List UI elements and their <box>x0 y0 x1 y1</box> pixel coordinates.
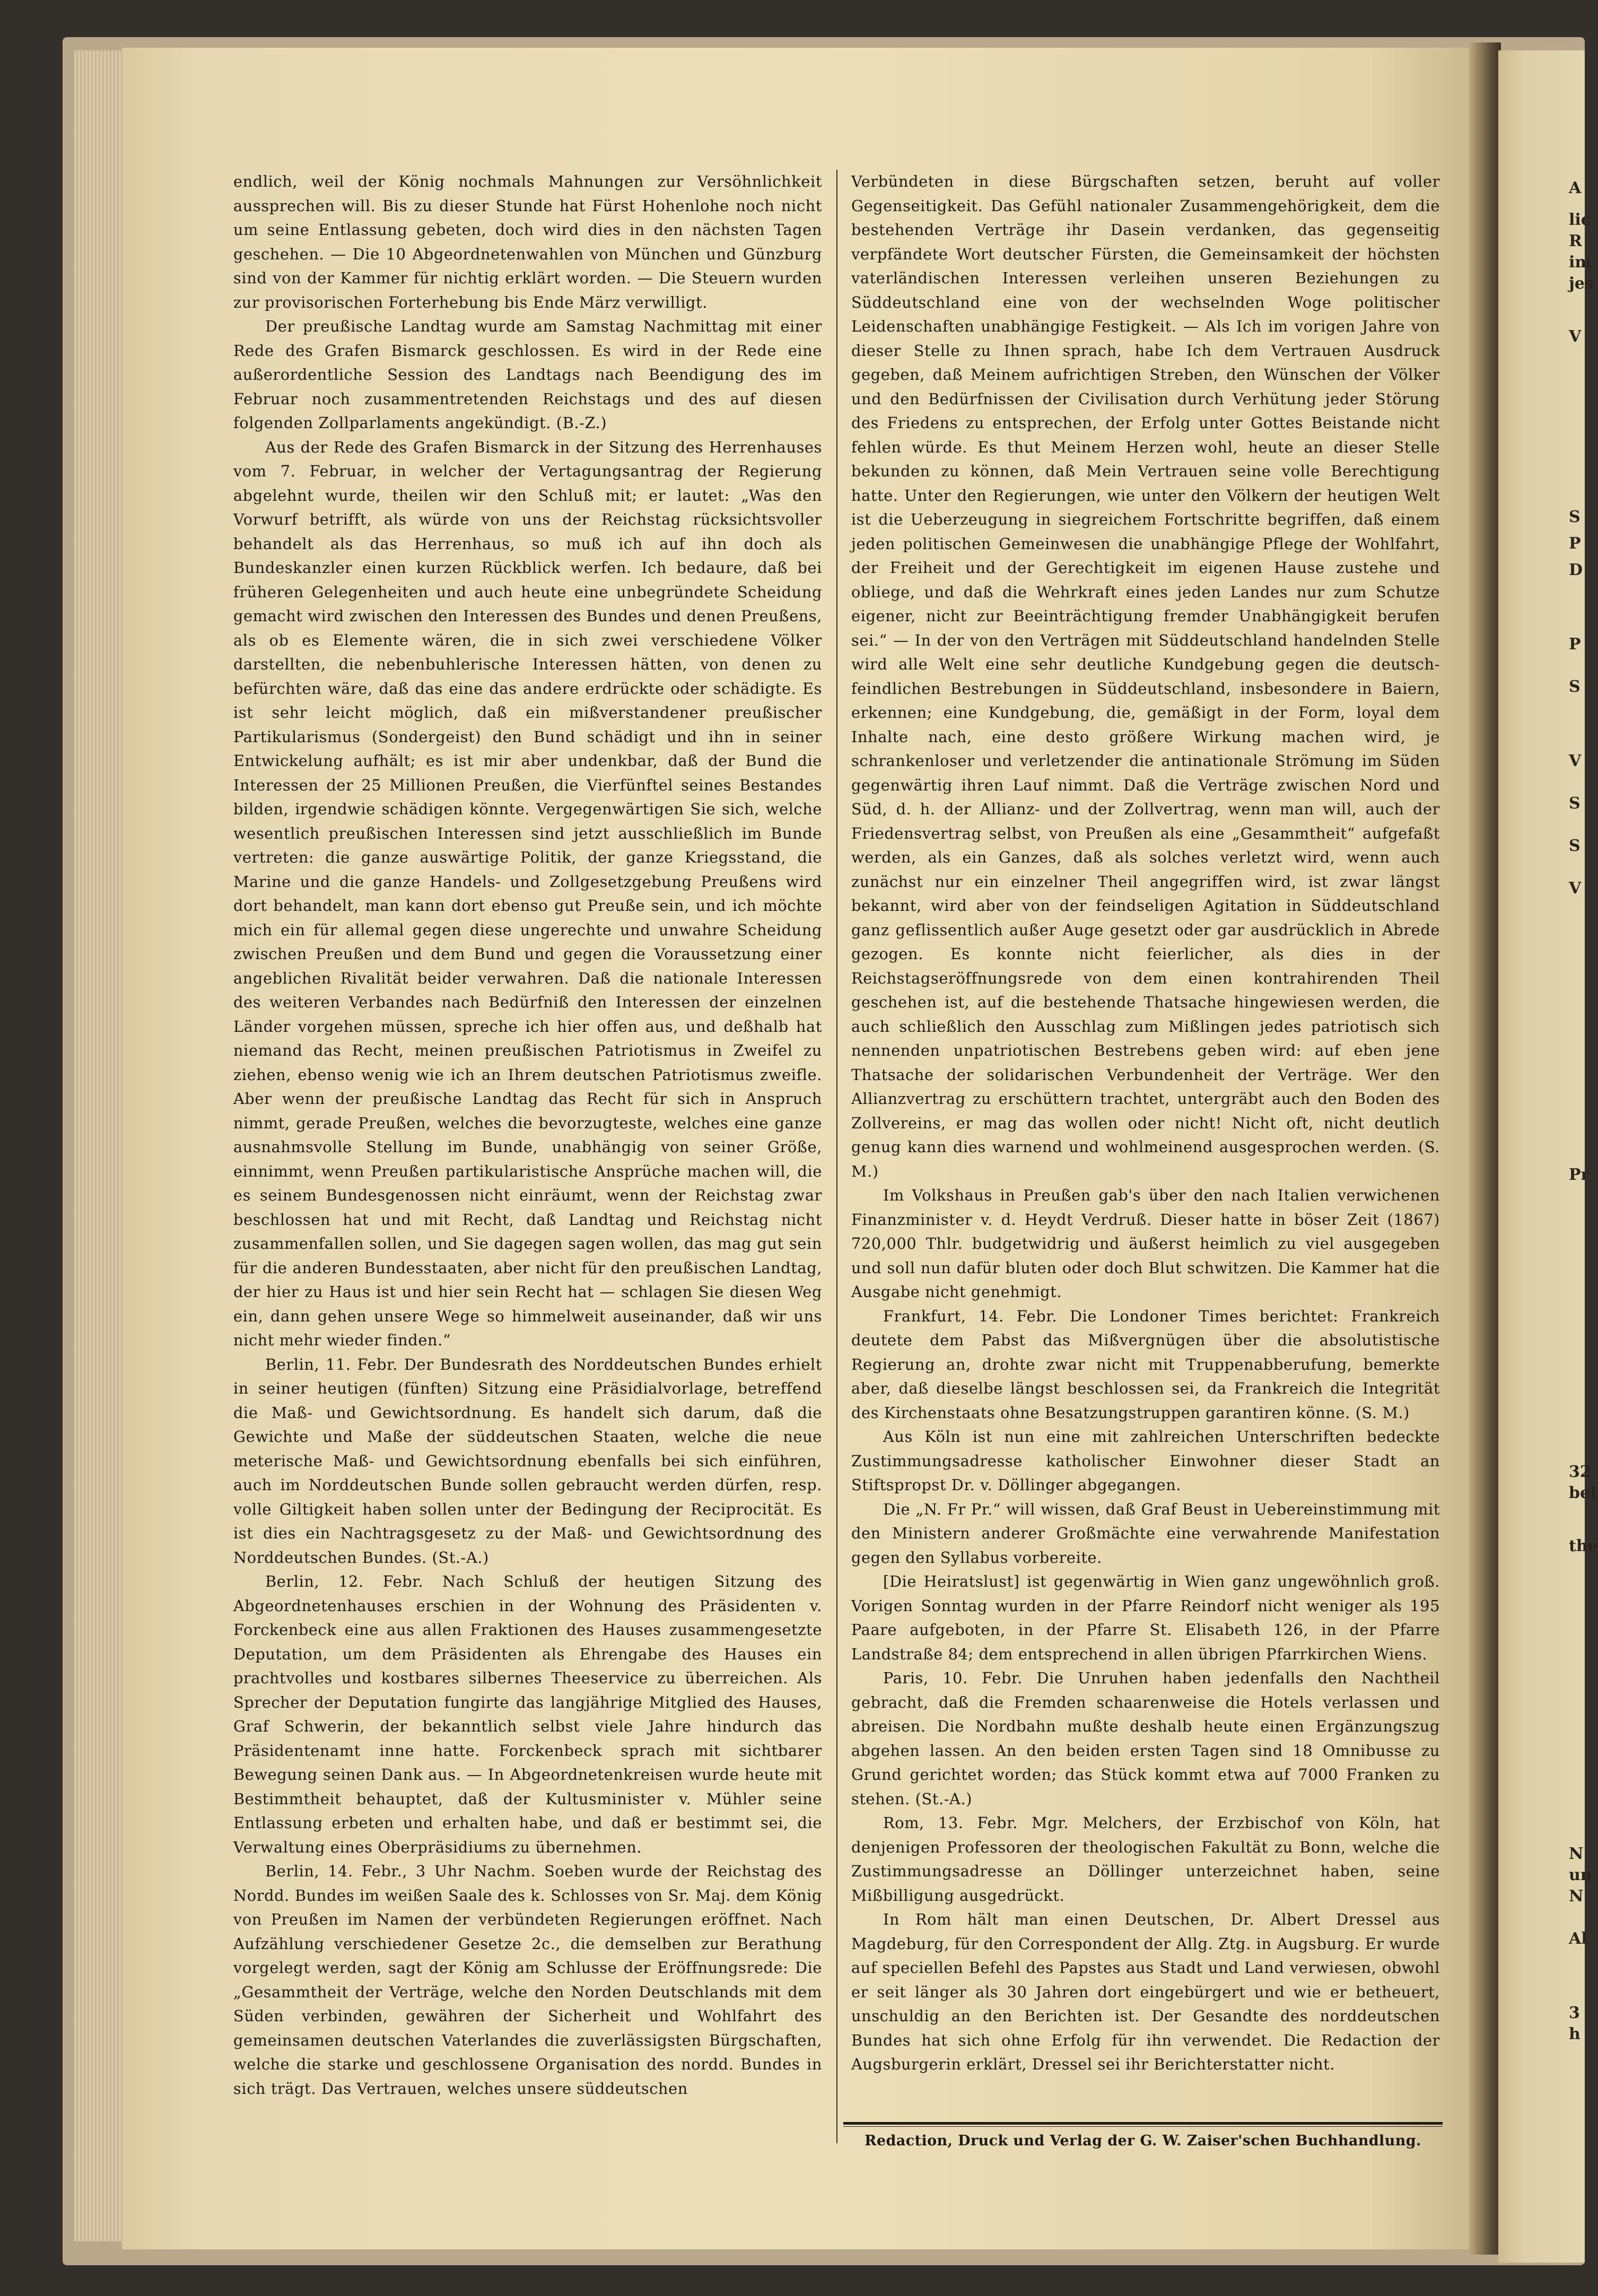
facing-page-fragment: S <box>1569 837 1580 855</box>
book-gutter <box>1469 42 1501 2255</box>
facing-page-fragment: V <box>1569 327 1582 346</box>
facing-page-fragment: 32 <box>1569 1463 1591 1481</box>
facing-page-fragment: V <box>1569 752 1582 770</box>
facing-page-fragment: 3 <box>1569 2004 1580 2022</box>
facing-page-fragment: the <box>1569 1537 1598 1555</box>
column-divider <box>836 170 837 2143</box>
article-paragraph: Berlin, 11. Febr. Der Bundesrath des Norddeutschen Bundes erhielt in seiner heutigen (fünften) Sitzung eine Präsidialvorlage, betreffend die Maß- und Gewichtsordnung. Es handelt sich darum, daß die Gewichte und Maße der süddeutschen Staaten, welche die neue meterische Maß- und Gewichtsordnung ebenfalls bei sich einführen, auch im Norddeutschen Bunde sollen gebraucht werden dürfen, resp. volle Giltigkeit haben sollen unter der Bedingung der Reciprocität. Es ist dies ein Nachtragsgesetz zu der Maß- und Gewichtsordnung des Norddeutschen Bundes. (St.-A.) <box>233 1355 822 1567</box>
facing-page-fragment: im <box>1569 253 1592 272</box>
facing-page-fragment: P <box>1569 534 1581 553</box>
article-paragraph: Frankfurt, 14. Febr. Die Londoner Times berichtet: Frankreich deutete dem Pabst das Mißvergnügen über die absolutistische Regierung an, drohte zwar nicht mit Truppenabberufung, bemerkte aber, daß dieselbe längst beschlossen sei, da Frankreich die Integrität des Kirchenstaats ohne Besatzungstruppen garantiren könne. (S. M.) <box>851 1307 1440 1422</box>
article-paragraph: Verbündeten in diese Bürgschaften setzen, beruht auf voller Gegenseitigkeit. Das Gefühl nationaler Zusammengehörigkeit, dem die bestehenden Verträge ihr Dasein verdanken, das gegenseitig verpfändete Wort deutscher Fürsten, die Gemeinsamkeit der höchsten vaterländischen Interessen verleihen unseren Beziehungen zu Süddeutschland eine von der wechselnden Woge politischer Leidenschaften unabhängige Festigkeit. — Als Ich im vorigen Jahre von dieser Stelle zu Ihnen sprach, habe Ich dem Vertrauen Ausdruck gegeben, daß Meinem aufrichtigen Streben, den Wünschen der Völker und den Bedürfnissen der Civilisation durch Verhütung jeder Störung des Friedens zu entsprechen, der Erfolg unter Gottes Beistande nicht fehlen würde. Es thut Meinem Herzen wohl, heute an dieser Stelle bekunden zu können, daß Mein Vertrauen seine volle Berechtigung hatte. Unter den Regierungen, wie unter den Völkern der heutigen Welt ist die Ueberzeugung in siegreichem Fortschritte begriffen, daß einem jeden politischen Gemeinwesen die unabhängige Pflege der Wohlfahrt, der Freiheit und der Gerechtigkeit im eigenen Hause zustehe und obliege, und daß die Wehrkraft eines jeden Landes nur zum Schutze eigener, nicht zur Beeinträchtigung fremder Unabhängigkeit berufen sei.“ — In der von den Verträgen mit Süddeutschland handelnden Stelle wird alle Welt eine sehr deutliche Kundgebung gegen die deutsch-feindlichen Bestrebungen in Süddeutschland, insbesondere in Baiern, erkennen; eine Kundgebung, die, gemäßigt in der Form, loyal dem Inhalte nach, eine desto größere Wirkung machen wird, je schrankenloser und verletzender die antinationale Strömung im Süden gegenwärtig ihren Lauf nimmt. Daß die Verträge zwischen Nord und Süd, d. h. der Allianz- und der Zollvertrag, wenn man will, auch der Friedensvertrag selbst, von Preußen als eine „Gesammtheit“ aufgefaßt werden, als ein Ganzes, daß als solches verletzt wird, wenn auch zunächst nur ein einzelner Theil angegriffen wird, ist zwar längst bekannt, wird aber von der feindseligen Agitation in Süddeutschland ganz geflissentlich außer Auge gesetzt oder gar ausdrücklich in Abrede gezogen. Es konnte nicht feierlicher, als dies in der Reichstagseröffnungsrede von dem einen kontrahirenden Theil geschehen ist, auf die bestehende Thatsache hingewiesen werden, die auch schließlich den Ausschlag zum Mißlingen jedes patriotisch sich nennenden unpatriotischen Bestrebens geben wird: auf eben jene Thatsache der solidarischen Verbundenheit der Verträge. Wer den Allianzvertrag zu erschüttern trachtet, untergräbt auch den Boden des Zollvereins, er mag das wollen oder nicht! Nicht oft, nicht deutlich genug kann dies warnend und wohlmeinend ausgesprochen werden. (S. M.) <box>851 172 1440 1180</box>
footer-rule-thin <box>843 2126 1443 2127</box>
article-paragraph: Rom, 13. Febr. Mgr. Melchers, der Erzbischof von Köln, hat denjenigen Professoren der theologischen Fakultät zu Bonn, welche die Zustimmungsadresse an Döllinger unterzeichnet haben, seine Mißbilligung ausgedrückt. <box>851 1814 1440 1904</box>
article-paragraph: In Rom hält man einen Deutschen, Dr. Albert Dressel aus Magdeburg, für den Correspondent der Allg. Ztg. in Augsburg. Er wurde auf speciellen Befehl des Papstes aus Stadt und Land verwiesen, obwohl er seit länger als 30 Jahren dort eingebürgert und wie er betheuert, unschuldig an den Berichten ist. Der Gesandte des norddeutschen Bundes hat sich ohne Erfolg für ihn verwendet. Die Redaction der Augsburgerin erklärt, Dressel sei ihr Berichterstatter nicht. <box>851 1910 1440 2073</box>
facing-page-fragment: lic <box>1569 211 1591 229</box>
article-paragraph: Im Volkshaus in Preußen gab's über den nach Italien verwichenen Finanzminister v. d. Heydt Verdruß. Dieser hatte in böser Zeit (1867) 720,000 Thlr. budgetwidrig und äußerst heimlich zu viel ausgegeben und soll nun dafür bluten oder doch Blut schwitzen. Die Kammer hat die Ausgabe nicht genehmigt. <box>851 1186 1440 1301</box>
article-paragraph: Aus der Rede des Grafen Bismarck in der Sitzung des Herrenhauses vom 7. Februar, in welcher der Vertagungsantrag der Regierung abgelehnt wurde, theilen wir den Schluß mit; er lautet: „Was den Vorwurf betrifft, als würde von uns der Reichstag rücksichtsvoller behandelt als das Herrenhaus, so muß ich auf ihn doch als Bundeskanzler einen kurzen Rückblick werfen. Ich bedaure, daß bei früheren Gelegenheiten und auch heute eine unbegründete Scheidung gemacht wird zwischen den Interessen des Bundes und denen Preußens, als ob es Elemente wären, die in sich zwei verschiedene Völker darstellten, die nebenbuhlerische Interessen hätten, von denen zu befürchten wäre, daß das eine das andere erdrückte oder schädigte. Es ist sehr leicht möglich, daß ein mißverstandener preußischer Partikularismus (Sondergeist) den Bund schädigt und ihn in seiner Entwickelung aufhält; es ist mir aber undenkbar, daß der Bund die Interessen der 25 Millionen Preußen, die Vierfünftel seines Bestandes bilden, irgendwie schädigen könnte. Vergegenwärtigen Sie sich, welche wesentlich preußischen Interessen sind jetzt ausschließlich im Bunde vertreten: die ganze auswärtige Politik, der ganze Kriegsstand, die Marine und die ganze Handels- und Zollgesetzgebung Preußens wird dort behandelt, man kann dort ebenso gut Preuße sein, und ich möchte mich ein für allemal gegen diese ungerechte und unwahre Scheidung zwischen Preußen und dem Bund und gegen die Voraussetzung einer angeblichen Rivalität beider verwahren. Daß die nationale Interessen des weiteren Verbandes nach Bedürfniß den Interessen der einzelnen Länder vorgehen müssen, spreche ich hier offen aus, und deßhalb hat niemand das Recht, meinen preußischen Patriotismus in Zweifel zu ziehen, ebenso wenig wie ich an Ihrem deutschen Patriotismus zweifle. Aber wenn der preußische Landtag das Recht für sich in Anspruch nimmt, gerade Preußen, welches die bevorzugteste, welches eine ganze ausnahmsvolle Stellung im Bunde, unabhängig von seiner Größe, einnimmt, wenn Preußen partikularistische Ansprüche machen will, die es seinem Bundesgenossen nicht einräumt, wenn der Reichstag zwar beschlossen hat und mit Recht, daß Landtag und Reichstag nicht zusammenfallen sollen, und Sie dagegen sagen wollen, das mag gut sein für die anderen Bundesstaaten, aber nicht für den preußischen Landtag, der hier zu Haus ist und hier sein Recht hat — schlagen Sie diesen Weg ein, dann gehen unsere Wege so himmelweit auseinander, daß wir uns nicht mehr wieder finden.“ <box>233 438 822 1349</box>
article-paragraph: Der preußische Landtag wurde am Samstag Nachmittag mit einer Rede des Grafen Bismarck geschlossen. Es wird in der Rede eine außerordentliche Session des Landtags nach Beendigung des im Februar noch zusammentretenden Reichstags und des auf diesen folgenden Zollparlaments angekündigt. (B.-Z.) <box>233 317 822 432</box>
facing-page-fragment: D <box>1569 561 1583 579</box>
facing-page-fragment: h <box>1569 2025 1580 2043</box>
facing-page-fragment: Pr <box>1569 1166 1590 1184</box>
facing-page-fragment: Al <box>1569 1929 1587 1948</box>
facing-page-fragment: R <box>1569 232 1582 250</box>
article-paragraph: Berlin, 12. Febr. Nach Schluß der heutigen Sitzung des Abgeordnetenhauses erschien in der Wohnung des Präsidenten v. Forckenbeck eine aus allen Fraktionen des Hauses zusammengesetzte Deputation, um dem Präsidenten als Ehrengabe des Hauses ein prachtvolles und kostbares silbernes Theeservice zu überreichen. Als Sprecher der Deputation fungirte das langjährige Mitglied des Hauses, Graf Schwerin, der bekanntlich selbst viele Jahre hindurch das Präsidentenamt inne hatte. Forckenbeck sprach mit sichtbarer Bewegung seinen Dank aus. — In Abgeordnetenkreisen wurde heute mit Bestimmtheit behauptet, daß der Kultusminister v. Mühler seine Entlassung erbeten und erhalten habe, und daß er bestimmt sei, die Verwaltung eines Oberpräsidiums zu übernehmen. <box>233 1572 822 1856</box>
facing-page-fragment: V <box>1569 879 1582 898</box>
facing-page-fragment: un <box>1569 1866 1592 1884</box>
facing-page-fragment: jes <box>1569 274 1594 293</box>
facing-page-fragment: bel <box>1569 1484 1596 1502</box>
facing-page-fragment: P <box>1569 635 1581 654</box>
facing-page-fragment: S <box>1569 508 1580 526</box>
article-paragraph: Paris, 10. Febr. Die Unruhen haben jedenfalls den Nachtheil gebracht, daß die Fremden schaarenweise die Hotels verlassen und abreisen. Die Nordbahn mußte deshalb heute einen Ergänzungszug abgehen lassen. An den beiden ersten Tagen sind 18 Omnibusse zu Grund gerichtet worden; das Stück kommt etwa auf 7000 Franken zu stehen. (St.-A.) <box>851 1669 1440 1808</box>
facing-page-fragment: S <box>1569 677 1580 696</box>
article-paragraph: Berlin, 14. Febr., 3 Uhr Nachm. Soeben wurde der Reichstag des Nordd. Bundes im weißen Saale des k. Schlosses von Sr. Maj. dem König von Preußen im Namen der verbündeten Regierungen eröffnet. Nach Aufzählung verschiedener Gesetze 2c., die demselben zur Berathung vorgelegt werden, sagt der König am Schlusse der Eröffnungsrede: Die „Gesammtheit der Verträge, welche den Norden Deutschlands mit dem Süden verbinden, gewähren der Sicherheit und Wohlfahrt des gemeinsamen deutschen Vaterlandes die zuverlässigsten Bürgschaften, welche die starke und geschlossene Organisation des nordd. Bundes in sich trägt. Das Vertrauen, welches unsere süddeutschen <box>233 1862 822 2098</box>
article-paragraph: Aus Köln ist nun eine mit zahlreichen Unterschriften bedeckte Zustimmungsadresse katholischer Einwohner dieser Stadt an Stiftspropst Dr. v. Döllinger abgegangen. <box>851 1428 1440 1494</box>
facing-page-fragment: S <box>1569 794 1580 813</box>
article-paragraph: Die „N. Fr Pr.“ will wissen, daß Graf Beust in Uebereinstimmung mit den Ministern anderer Großmächte eine verwahrende Manifestation gegen den Syllabus vorbereite. <box>851 1500 1440 1567</box>
left-column <box>233 170 822 2143</box>
footer-rule <box>843 2122 1443 2125</box>
article-paragraph: [Die Heiratslust] ist gegenwärtig in Wien ganz ungewöhnlich groß. Vorigen Sonntag wurden in der Pfarre Reindorf nicht weniger als 195 Paare aufgeboten, in der Pfarre St. Elisabeth 126, in der Pfarre Landstraße 84; dem entsprechend in allen übrigen Pfarrkirchen Wiens. <box>851 1572 1440 1663</box>
facing-page-fragment: N <box>1569 1845 1584 1863</box>
facing-page-fragment: A <box>1569 179 1582 197</box>
publisher-imprint: Redaction, Druck und Verlag der G. W. Zaiser'schen Buchhandlung. <box>865 2133 1421 2149</box>
facing-page-fragment: N <box>1569 1887 1584 1906</box>
article-paragraph: endlich, weil der König nochmals Mahnungen zur Versöhnlichkeit aussprechen will. Bis zu dieser Stunde hat Fürst Hohenlohe noch nicht um seine Entlassung gebeten, doch wird dies in den nächsten Tagen geschehen. — Die 10 Abgeordnetenwahlen von München und Günzburg sind von der Kammer für nichtig erklärt worden. — Die Steuern wurden zur provisorischen Forterhebung bis Ende März verwilligt. <box>233 172 822 311</box>
right-column <box>851 170 1440 2143</box>
